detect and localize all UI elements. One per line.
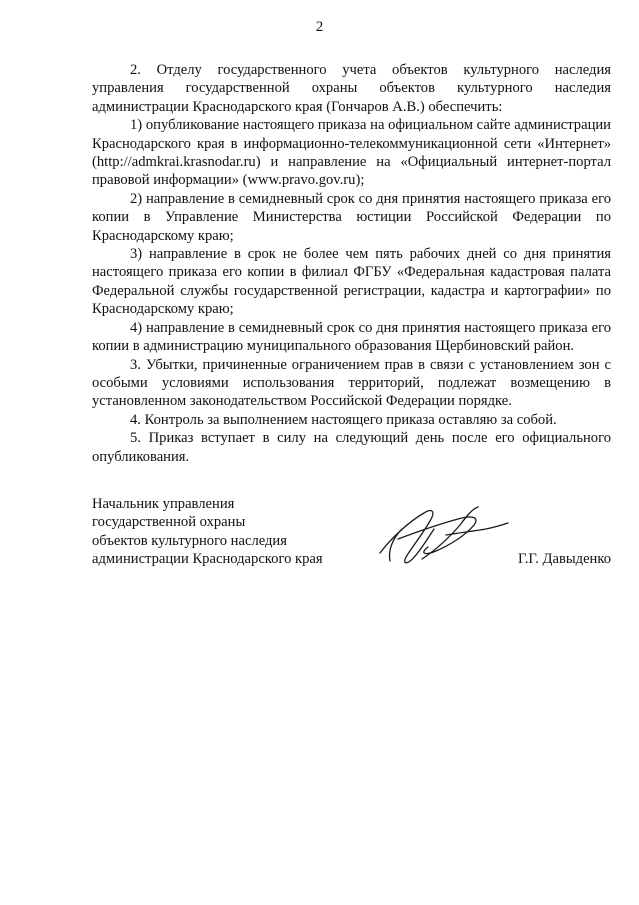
signatory-title-line: Начальник управления — [92, 496, 235, 512]
paragraph-item-3: 3. Убытки, причиненные ограничением прав в связи с установлением зон с особыми условиями использования территорий, подлежат возмещению в установленном законодательством Российской Федерации порядке. — [92, 356, 611, 410]
paragraph-subitem-2: 2) направление в семидневный срок со дня принятия настоящего приказа его копии в Управление Министерства юстиции Российской Федерации по Краснодарскому краю; — [92, 190, 611, 244]
signatory-name: Г.Г. Давыденко — [517, 551, 611, 567]
page-number: 2 — [315, 19, 324, 35]
paragraph-subitem-3: 3) направление в срок не более чем пять рабочих дней со дня принятия настоящего приказа его копии в филиал ФГБУ «Федеральная кадастровая палата Федеральной службы государственной регистрации, кадастра и картографии» по Краснодарскому краю; — [92, 246, 611, 318]
paragraph-subitem-1: 1) опубликование настоящего приказа на официальном сайте администрации Краснодарского края в информационно-телекоммуникационной сети «Интернет» (http://admkrai.krasnodar.ru) и направление на «Официальный интернет-портал правовой информации» (www.pravo.gov.ru); — [92, 117, 611, 189]
paragraph-item-4: 4. Контроль за выполнением настоящего приказа оставляю за собой. — [130, 411, 557, 428]
signatory-title-line: администрации Краснодарского края — [92, 551, 323, 568]
signature-block — [92, 495, 611, 575]
body-text — [92, 61, 611, 466]
paragraph-item-2: 2. Отделу государственного учета объектов культурного наследия управления государственной охраны объектов культурного наследия администрации Краснодарского края (Гончаров А.В.) обеспечить: — [92, 62, 611, 115]
signatory-title — [92, 495, 352, 569]
handwritten-signature-icon — [362, 495, 522, 575]
paragraph-subitem-4: 4) направление в семидневный срок со дня принятия настоящего приказа его копии в администрацию муниципального образования Щербиновский район. — [92, 319, 611, 355]
paragraph-item-5: 5. Приказ вступает в силу на следующий день после его официального опубликования. — [92, 430, 611, 465]
signatory-title-line: государственной охраны — [92, 514, 246, 531]
signatory-title-line: объектов культурного наследия — [92, 532, 287, 549]
